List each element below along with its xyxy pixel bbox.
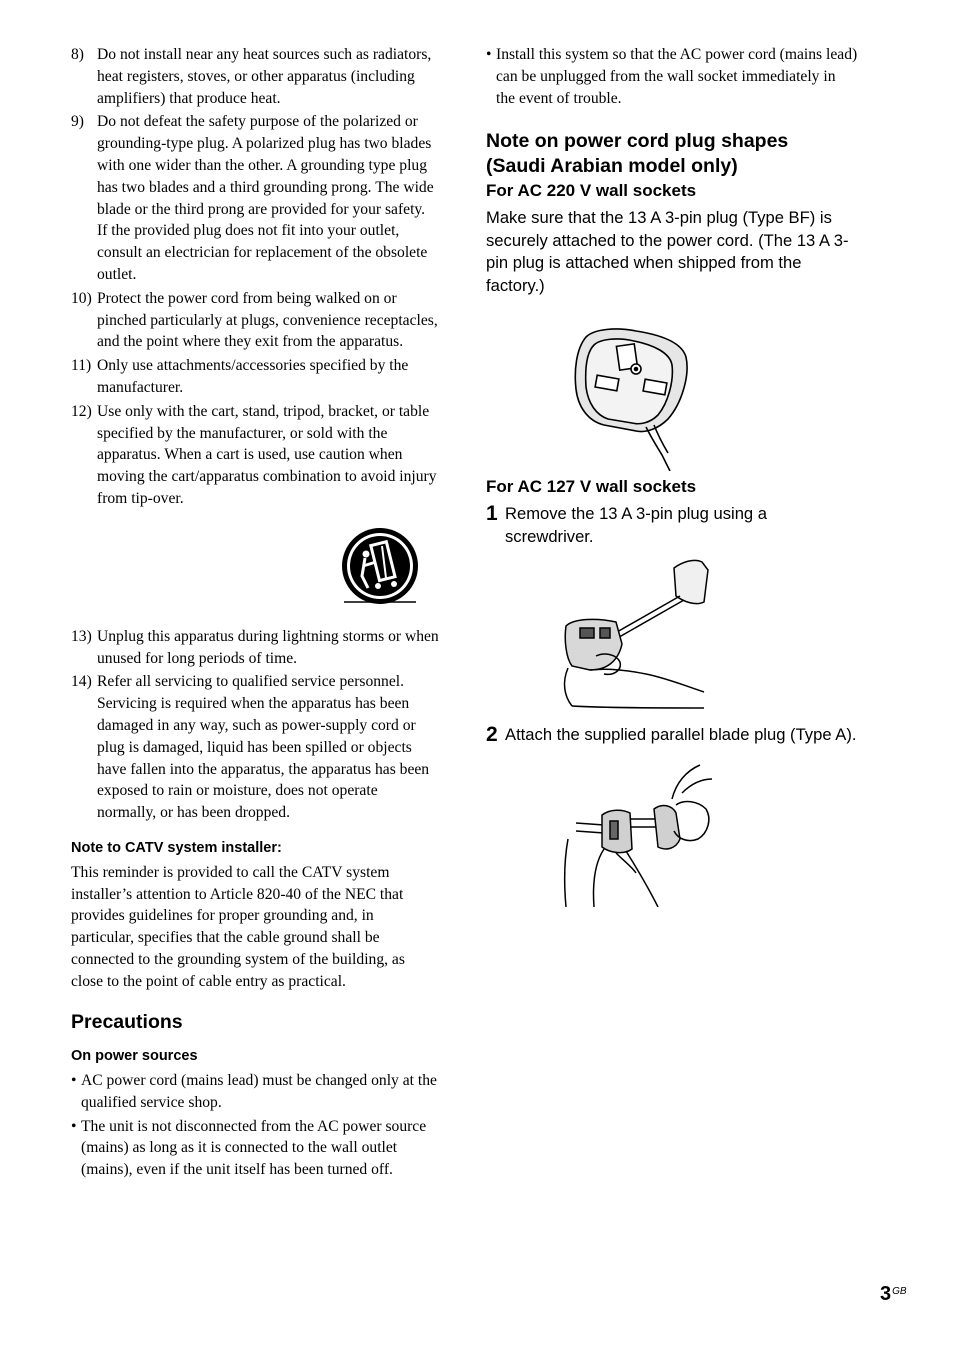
cart-tip-over-warning-icon	[71, 524, 439, 614]
catv-text: This reminder is provided to call the CATV system installer’s attention to Article 820-40 of the NEC that provides guidelines for proper grounding and, in particular, specifies that the cable ground shall be connected to the grounding system of the building, as close to the point of cable entry as practical.	[71, 863, 405, 990]
step-number: 1	[486, 502, 498, 526]
bullet-item	[71, 1070, 439, 1114]
three-pin-plug-illustration	[486, 315, 858, 471]
item-number: 13)	[71, 627, 92, 645]
item-text: Unplug this apparatus during lightning storms or when unused for long periods of time.	[97, 627, 439, 667]
note-heading-line2: (Saudi Arabian model only)	[486, 155, 738, 178]
catv-heading: Note to CATV system installer:	[71, 839, 282, 856]
step-text: Remove the 13 A 3-pin plug using a screwdriver.	[505, 504, 767, 546]
safety-item-13	[71, 626, 439, 670]
right-column	[486, 44, 858, 907]
safety-item-10	[71, 288, 439, 353]
bullet-dot: •	[486, 46, 492, 63]
item-number: 12)	[71, 402, 92, 420]
page-number	[880, 1283, 907, 1306]
bullet-item	[486, 44, 858, 109]
item-number: 10)	[71, 289, 92, 307]
ac220-text: Make sure that the 13 A 3-pin plug (Type BF) is securely attached to the power cord. (The 13 A 3-pin plug is attached when shipped from the factory.)	[486, 208, 849, 295]
safety-item-9	[71, 111, 439, 285]
item-text: Only use attachments/accessories specified by the manufacturer.	[97, 357, 409, 396]
bullet-text: AC power cord (mains lead) must be changed only at the qualified service shop.	[81, 1072, 437, 1111]
bullet-dot: •	[71, 1072, 77, 1090]
ac127-heading: For AC 127 V wall sockets	[486, 477, 697, 497]
item-number: 8)	[71, 46, 84, 63]
left-column	[71, 44, 439, 1183]
item-number: 9)	[71, 113, 84, 131]
bullet-text: Install this system so that the AC power cord (mains lead) can be unplugged from the wall socket immediately in the event of trouble.	[496, 46, 858, 107]
step-1	[486, 503, 858, 548]
item-text: Protect the power cord from being walked on or pinched particularly at plugs, convenience receptacles, and the point where they exit from the apparatus.	[97, 289, 438, 351]
item-text: Do not defeat the safety purpose of the polarized or grounding-type plug. A polarized plug has two blades with one wider than the other. A grounding type plug has two blades and a third grounding prong. The wide blade or the third prong are provided for your safety. If the provided plug does not fit into your outlet, consult an electrician for replacement of the obsolete outlet.	[97, 113, 434, 283]
safety-item-11	[71, 355, 439, 399]
bullet-item	[71, 1116, 439, 1181]
item-number: 14)	[71, 673, 92, 691]
item-text: Do not install near any heat sources such as radiators, heat registers, stoves, or other apparatus (including amplifiers) that produce heat.	[97, 46, 432, 107]
bullet-text: The unit is not disconnected from the AC power source (mains) as long as it is connected to the wall outlet (mains), even if the unit itself has been turned off.	[81, 1117, 427, 1179]
step-number: 2	[486, 723, 498, 747]
safety-item-8	[71, 44, 439, 109]
parallel-blade-plug-illustration	[486, 757, 858, 907]
safety-item-14	[71, 671, 439, 824]
power-sources-heading: On power sources	[71, 1048, 198, 1065]
page-number-suffix: GB	[892, 1286, 907, 1297]
page-number-value: 3	[880, 1283, 892, 1305]
precautions-heading: Precautions	[71, 1011, 183, 1034]
screwdriver-removal-illustration	[486, 558, 858, 718]
ac220-heading: For AC 220 V wall sockets	[486, 181, 697, 201]
item-number: 11)	[71, 357, 92, 375]
item-text: Refer all servicing to qualified service personnel. Servicing is required when the apparatus has been damaged in any way, such as power-supply cord or plug is damaged, liquid has been spilled or objects have fallen into the apparatus, the apparatus has been exposed to rain or moisture, does not operate normally, or has been dropped.	[97, 673, 430, 822]
note-heading	[486, 129, 858, 179]
item-text: Use only with the cart, stand, tripod, bracket, or table specified by the manufacturer, or sold with the apparatus. When a cart is used, use caution when moving the cart/apparatus combination to avoid injury from tip-over.	[97, 402, 437, 507]
safety-item-12	[71, 401, 439, 510]
bullet-dot: •	[71, 1117, 77, 1135]
step-2	[486, 724, 858, 747]
note-heading-line1: Note on power cord plug shapes	[486, 130, 789, 153]
step-text: Attach the supplied parallel blade plug (Type A).	[505, 725, 857, 745]
